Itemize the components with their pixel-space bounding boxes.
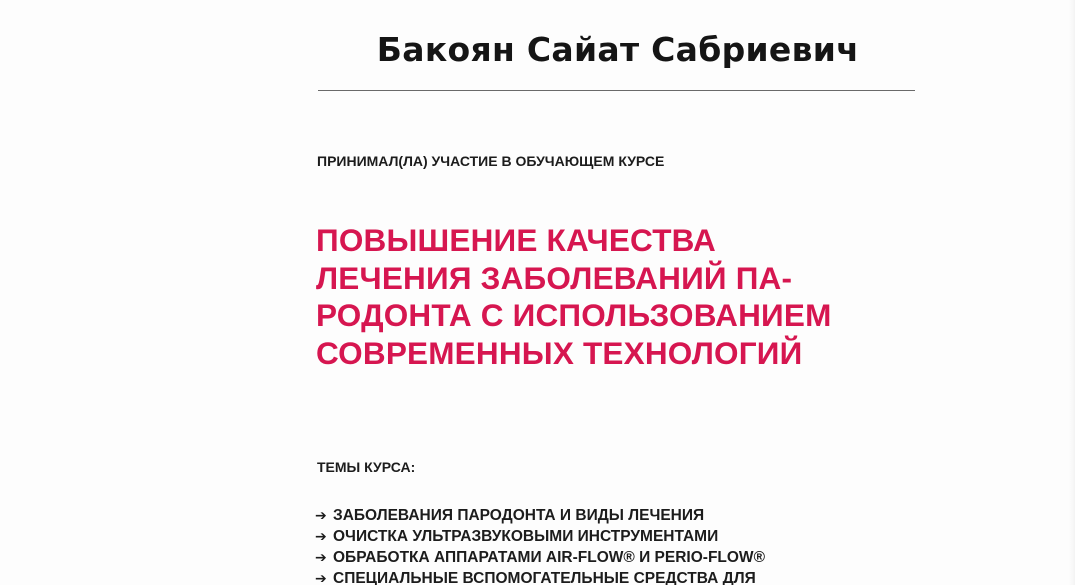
course-title-line: ЛЕЧЕНИЯ ЗАБОЛЕВАНИЙ ПА- <box>316 259 793 296</box>
arrow-right-icon: ➔ <box>315 570 327 585</box>
participation-statement: ПРИНИМАЛ(ЛА) УЧАСТИЕ В ОБУЧАЮЩЕМ КУРСЕ <box>317 153 665 169</box>
topic-text: СПЕЦИАЛЬНЫЕ ВСПОМОГАТЕЛЬНЫЕ СРЕДСТВА ДЛЯ <box>333 570 756 585</box>
list-item <box>315 568 765 585</box>
list-item <box>315 505 765 526</box>
course-title-line: СОВРЕМЕННЫХ ТЕХНОЛОГИЙ <box>316 334 803 371</box>
course-title-line: РОДОНТА С ИСПОЛЬЗОВАНИЕМ <box>316 297 832 333</box>
name-underline <box>318 90 915 91</box>
arrow-right-icon: ➔ <box>315 507 327 523</box>
recipient-name: Бакоян Сайат Сабриевич <box>376 30 860 69</box>
topic-text: ОЧИСТКА УЛЬТРАЗВУКОВЫМИ ИНСТРУМЕНТАМИ <box>333 528 719 545</box>
topics-heading: ТЕМЫ КУРСА: <box>317 459 416 475</box>
arrow-right-icon: ➔ <box>315 549 327 565</box>
topic-text: ЗАБОЛЕВАНИЯ ПАРОДОНТА И ВИДЫ ЛЕЧЕНИЯ <box>333 507 705 524</box>
course-title <box>316 222 956 372</box>
list-item <box>315 526 765 547</box>
topics-list <box>315 505 765 585</box>
page-edge-shadow <box>1069 0 1075 585</box>
course-title-line: ПОВЫШЕНИЕ КАЧЕСТВА <box>316 222 716 258</box>
list-item <box>315 547 765 568</box>
arrow-right-icon: ➔ <box>315 528 327 544</box>
topic-text: ОБРАБОТКА АППАРАТАМИ AIR-FLOW® И PERIO-FLOW® <box>333 549 765 566</box>
